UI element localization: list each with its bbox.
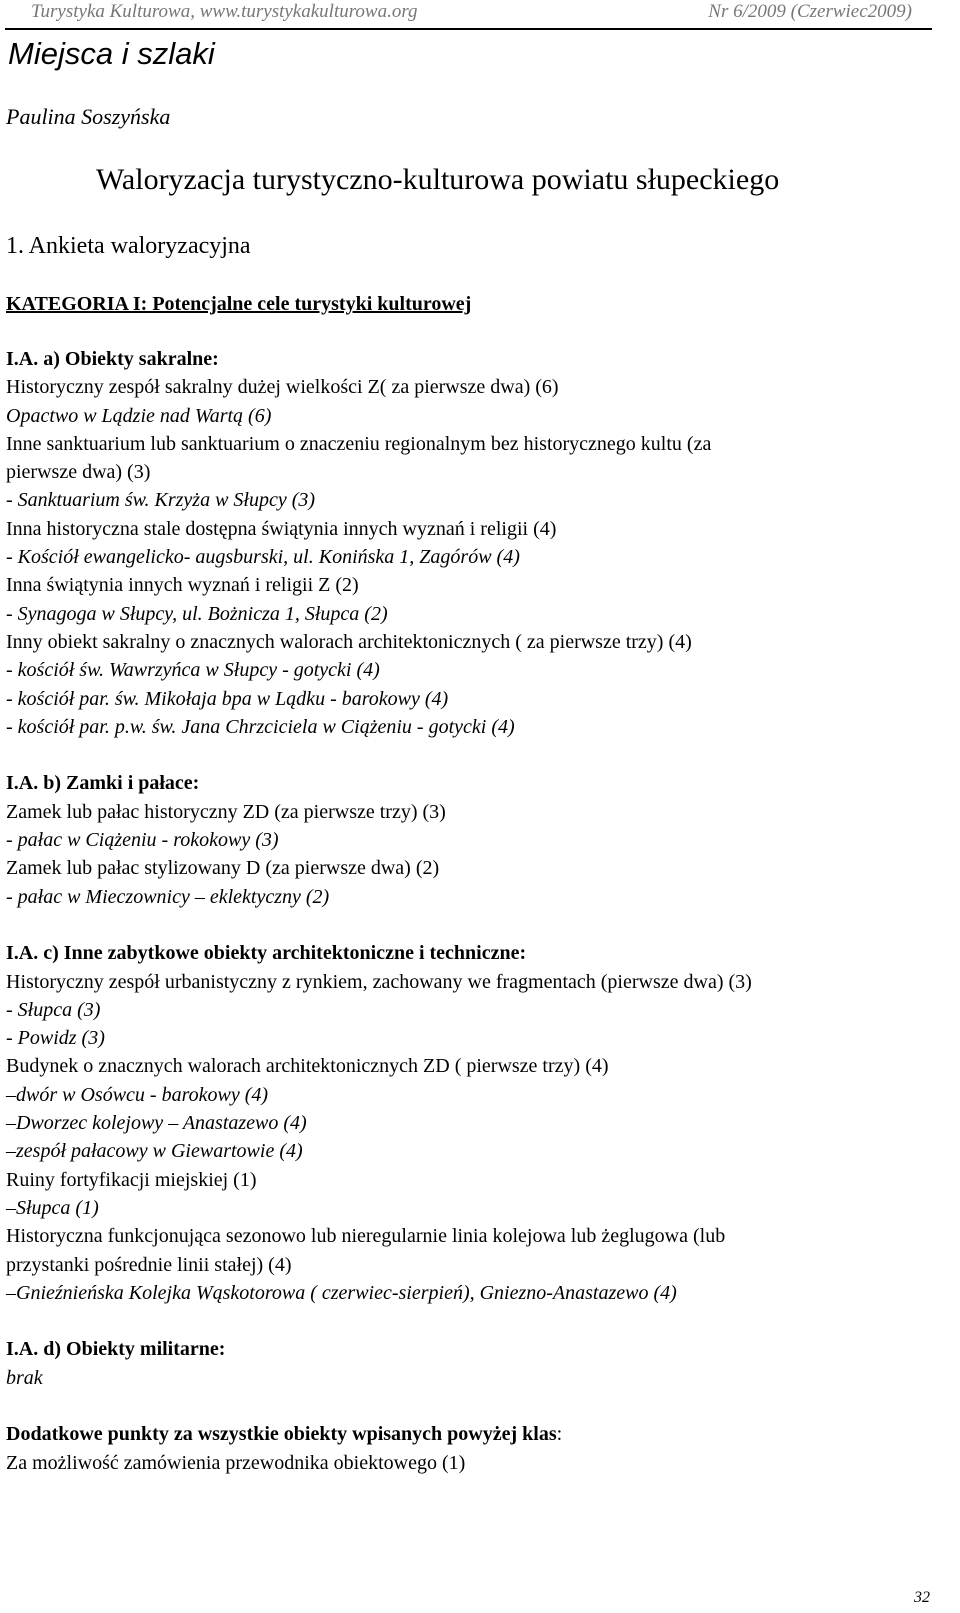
list-item: Inna świątynia innych wyznań i religii Z (2) — [6, 574, 359, 597]
list-item: pierwsze dwa) (3) — [6, 461, 151, 484]
extra-heading-colon: : — [556, 1423, 563, 1446]
list-item: - pałac w Mieczownicy – eklektyczny (2) — [6, 885, 330, 908]
list-item: Inny obiekt sakralny o znacznych walorach architektonicznych ( za pierwsze trzy) (4) — [6, 630, 692, 653]
list-item: - kościół par. św. Mikołaja bpa w Lądku - barokowy (4) — [6, 687, 449, 710]
section-b-heading: I.A. b) Zamki i pałace: — [6, 772, 200, 795]
extra-heading-text: Dodatkowe punkty za wszystkie obiekty wpisanych powyżej klas — [6, 1423, 557, 1446]
journal-name: Turystyka Kulturowa, www.turystykakulturowa.org — [31, 1, 418, 22]
list-item: Historyczny zespół urbanistyczny z rynkiem, zachowany we fragmentach (pierwsze dwa) (3) — [6, 970, 752, 993]
spacer — [6, 741, 931, 769]
subtitle: 1. Ankieta waloryzacyjna — [6, 233, 251, 259]
list-item: Inne sanktuarium lub sanktuarium o znaczeniu regionalnym bez historycznego kultu (za — [6, 432, 712, 455]
spacer — [6, 911, 931, 939]
list-item: Zamek lub pałac historyczny ZD (za pierwsze trzy) (3) — [6, 800, 446, 823]
section-title: Miejsca i szlaki — [8, 36, 215, 71]
list-item: - Słupca (3) — [6, 998, 101, 1021]
list-item: - Synagoga w Słupcy, ul. Bożnicza 1, Słupca (2) — [6, 602, 388, 625]
list-item: Inna historyczna stale dostępna świątynia innych wyznań i religii (4) — [6, 517, 557, 540]
list-item: Historyczny zespół sakralny dużej wielkości Z( za pierwsze dwa) (6) — [6, 376, 559, 399]
spacer — [6, 1392, 931, 1420]
list-item: Budynek o znacznych walorach architektonicznych ZD ( pierwsze trzy) (4) — [6, 1055, 609, 1078]
issue-number: Nr 6/2009 (Czerwiec2009) — [708, 1, 912, 22]
spacer — [6, 1307, 931, 1335]
list-item: - Kościół ewangelicko- augsburski, ul. Konińska 1, Zagórów (4) — [6, 546, 520, 569]
article-content — [6, 345, 931, 1477]
list-item: Za możliwość zamówienia przewodnika obiektowego (1) — [6, 1451, 466, 1474]
list-item: - pałac w Ciążeniu - rokokowy (3) — [6, 829, 279, 852]
list-item: - Powidz (3) — [6, 1027, 105, 1050]
list-item: - kościół par. p.w. św. Jana Chrzciciela w Ciążeniu - gotycki (4) — [6, 715, 515, 738]
list-item: Zamek lub pałac stylizowany D (za pierwsze dwa) (2) — [6, 857, 440, 880]
running-header — [5, 0, 932, 30]
list-item: Historyczna funkcjonująca sezonowo lub nieregularnie linia kolejowa lub żeglugowa (lub — [6, 1225, 726, 1248]
section-a-heading: I.A. a) Obiekty sakralne: — [6, 348, 219, 370]
page-number: 32 — [914, 1589, 930, 1606]
article-title: Waloryzacja turystyczno-kulturowa powiatu słupeckiego — [96, 163, 780, 196]
list-item: –Gnieźnieńska Kolejka Wąskotorowa ( czerwiec-sierpień), Gniezno-Anastazewo (4) — [6, 1281, 677, 1304]
list-item: przystanki pośrednie linii stałej) (4) — [6, 1253, 292, 1276]
author: Paulina Soszyńska — [6, 104, 171, 129]
section-c-heading: I.A. c) Inne zabytkowe obiekty architektoniczne i techniczne: — [6, 942, 527, 965]
list-item: Ruiny fortyfikacji miejskiej (1) — [6, 1168, 257, 1191]
list-item: –dwór w Osówcu - barokowy (4) — [6, 1083, 269, 1106]
section-d-heading: I.A. d) Obiekty militarne: — [6, 1338, 226, 1361]
list-item: Opactwo w Lądzie nad Wartą (6) — [6, 404, 272, 427]
list-item: brak — [6, 1366, 43, 1389]
list-item: - kościół św. Wawrzyńca w Słupcy - gotycki (4) — [6, 659, 380, 682]
list-item: –Słupca (1) — [6, 1196, 99, 1219]
category-heading: KATEGORIA I: Potencjalne cele turystyki kulturowej — [6, 293, 472, 315]
list-item: –Dworzec kolejowy – Anastazewo (4) — [6, 1112, 307, 1135]
extra-heading — [6, 1420, 931, 1448]
list-item: –zespół pałacowy w Giewartowie (4) — [6, 1140, 303, 1163]
list-item: - Sanktuarium św. Krzyża w Słupcy (3) — [6, 489, 316, 512]
